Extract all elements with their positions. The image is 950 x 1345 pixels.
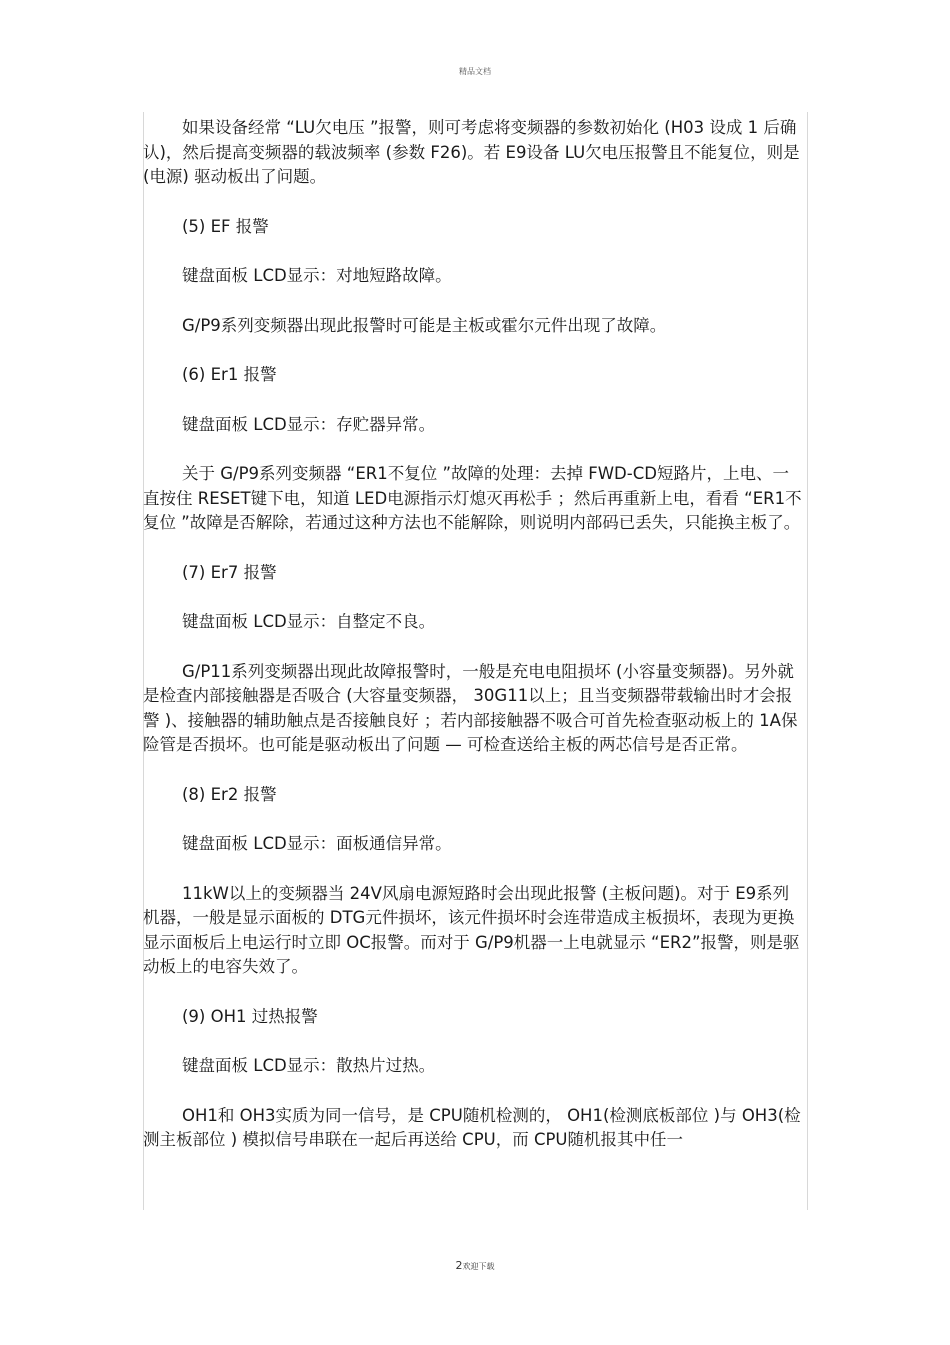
paragraph-ef-cause: G/P9系列变频器出现此报警时可能是主板或霍尔元件出现了故障。 (182, 315, 667, 335)
page-number: 2 (455, 1259, 463, 1272)
paragraph-oh1-detail: OH1和 OH3实质为同一信号，是 CPU随机检测的， OH1(检测底板部位 )与 OH3(检测主板部位 ) 模拟信号串联在一起后再送给 CPU，而 CPU随机报其中任一 (143, 1105, 801, 1149)
paragraph-er1-lcd: 键盘面板 LCD显示：存贮器异常。 (182, 414, 436, 434)
heading-oh1-alarm: (9) OH1 过热报警 (182, 1006, 318, 1026)
page-footer (0, 1259, 950, 1272)
paragraph-er7-cause: G/P11系列变频器出现此故障报警时，一般是充电电阻损坏 (小容量变频器)。另外就是检查内部接触器是否吸合 (大容量变频器， 30G11以上；且当变频器带载输出时才会报警 )、接触器的辅助触点是否接触良好 ；若内部接触器不吸合可首先检查驱动板上的 1A保险管是否损坏。也可能是驱动板出了问题 — 可检查送给主板的两芯信号是否正常。 (143, 661, 798, 754)
footer-text: 欢迎下载 (462, 1262, 495, 1271)
paragraph-ef-lcd: 键盘面板 LCD显示：对地短路故障。 (182, 266, 452, 285)
paragraph-er7-lcd: 键盘面板 LCD显示：自整定不良。 (182, 612, 436, 631)
paragraph-er2-lcd: 键盘面板 LCD显示：面板通信异常。 (182, 834, 452, 853)
paragraph-er2-cause: 11kW以上的变频器当 24V风扇电源短路时会出现此报警 (主板问题)。对于 E9系列机器，一般是显示面板的 DTG元件损坏，该元件损坏时会连带造成主板损坏，表现为更换显示面板后上电运行时立即 OC报警。而对于 G/P9机器一上电就显示 “ER2”报警，则是驱动板上的电容失效了。 (143, 883, 800, 976)
paragraph-oh1-lcd: 键盘面板 LCD显示：散热片过热。 (182, 1056, 436, 1075)
heading-er1-alarm: (6) Er1 报警 (182, 365, 277, 384)
paragraph-er1-fix: 关于 G/P9系列变频器 “ER1不复位 ”故障的处理：去掉 FWD-CD短路片，上电、一直按住 RESET键下电，知道 LED电源指示灯熄灭再松手 ；然后再重新上电，看看 “ER1不复位 ”故障是否解除，若通过这种方法也不能解除，则说明内部码已丢失，只能换主板了。 (143, 464, 802, 532)
document-body (143, 116, 805, 1178)
heading-er7-alarm: (7) Er7 报警 (182, 562, 277, 582)
page-header: 精品文档 (459, 67, 491, 76)
heading-er2-alarm: (8) Er2 报警 (182, 784, 277, 804)
paragraph-lu-undervoltage: 如果设备经常 “LU欠电压 ”报警，则可考虑将变频器的参数初始化 (H03 设成 1 后确认)，然后提高变频器的载波频率 (参数 F26)。若 E9设备 LU欠电压报警且不能复位，则是 (电源) 驱动板出了问题。 (143, 118, 800, 186)
heading-ef-alarm: (5) EF 报警 (182, 216, 269, 236)
